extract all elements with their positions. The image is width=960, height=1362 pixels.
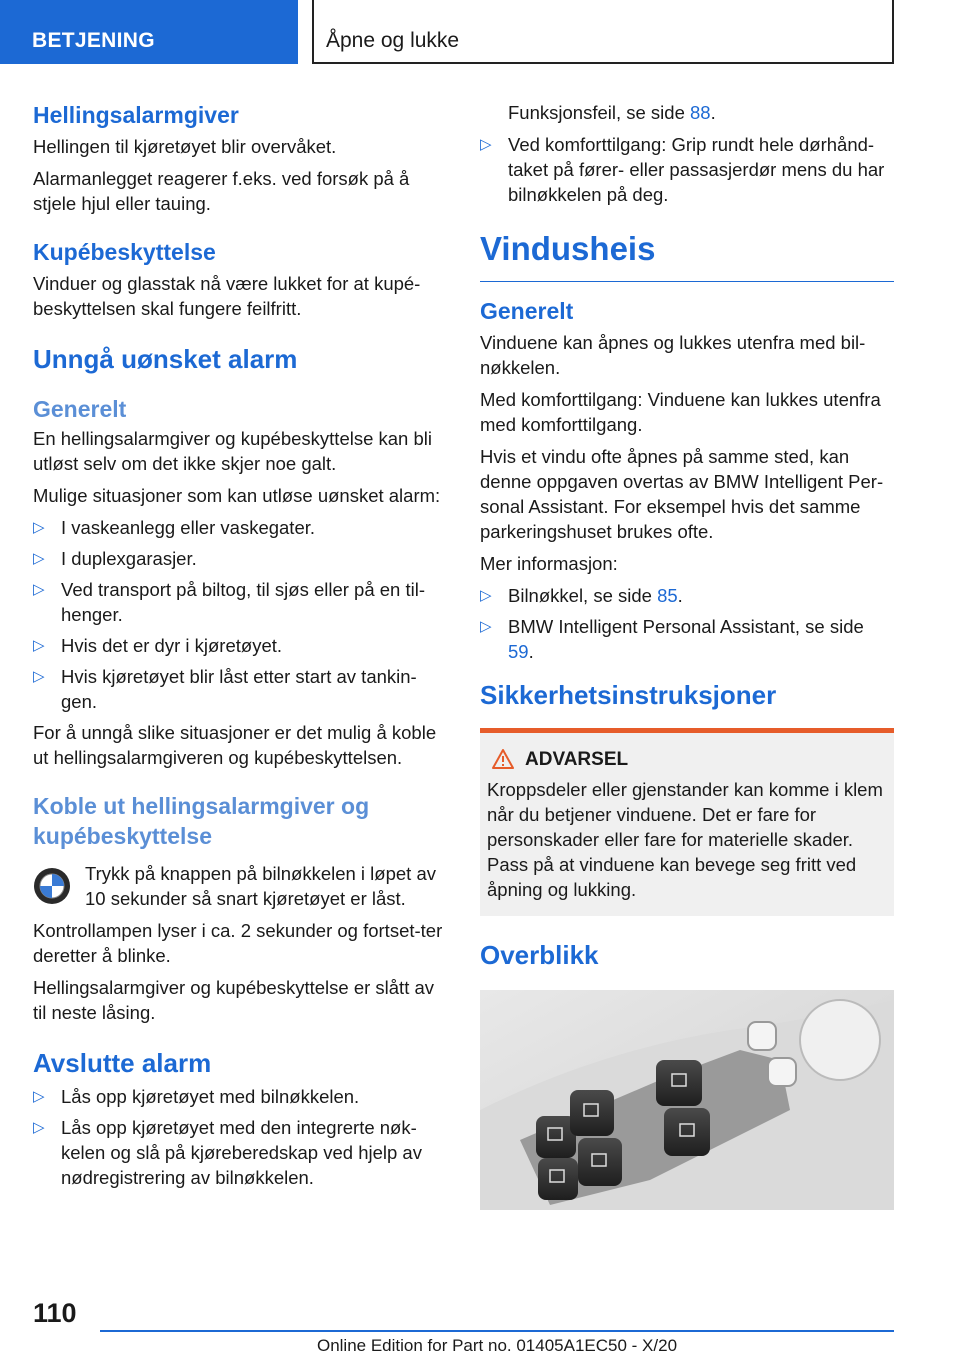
triangle-right-icon: ▷ xyxy=(33,1119,45,1136)
situations-list xyxy=(33,515,447,714)
end-alarm-list xyxy=(33,1084,447,1190)
warning-triangle-icon xyxy=(491,748,515,770)
list-item: ▷ I vaskeanlegg eller vaskegater. xyxy=(33,517,316,538)
triangle-right-icon: ▷ xyxy=(480,136,492,153)
paragraph: Vinduer og glasstak nå være lukket for at kupé-beskyttelsen skal fungere feilfritt. xyxy=(33,273,421,319)
list-item: ▷ Ved transport på biltog, til sjøs eller på en til-henger. xyxy=(33,579,426,625)
heading-safety: Sikkerhetsinstruksjoner xyxy=(480,680,777,710)
triangle-right-icon: ▷ xyxy=(33,550,45,567)
triangle-right-icon: ▷ xyxy=(33,581,45,598)
header-section-label: BETJENING xyxy=(32,29,155,52)
paragraph: Trykk på knappen på bilnøkkelen i løpet av 10 sekunder så snart kjøretøyet er låst. xyxy=(85,863,436,909)
paragraph: Hellingen til kjøretøyet blir overvåket. xyxy=(33,136,337,157)
heading-overview: Overblikk xyxy=(480,940,599,970)
list-item: ▷ Hvis det er dyr i kjøretøyet. xyxy=(33,635,283,656)
bmw-logo-icon xyxy=(33,867,71,905)
warning-box xyxy=(480,728,894,916)
info-list xyxy=(480,583,894,664)
list-item: ▷ Ved komforttilgang: Grip rundt hele dørhånd-taket på fører- eller passasjerdør mens du har bilnøkkelen på deg. xyxy=(480,134,885,205)
paragraph: For å unngå slike situasjoner er det mulig å koble ut hellingsalarmgiveren og kupébeskyttelsen. xyxy=(33,722,437,768)
comfort-list xyxy=(480,132,894,207)
list-item: ▷ BMW Intelligent Personal Assistant, se side 59. xyxy=(480,616,864,662)
header-chapter-box xyxy=(312,0,894,64)
paragraph: Vinduene kan åpnes og lukkes utenfra med bil-nøkkelen. xyxy=(480,332,866,378)
footer-divider xyxy=(100,1330,894,1332)
paragraph: Hvis et vindu ofte åpnes på samme sted, kan denne oppgaven overtas av BMW Intelligent Per-sonal Assistant. For eksempel hvis det samme parkeringshuset brukes ofte. xyxy=(480,446,884,542)
paragraph: Med komforttilgang: Vinduene kan lukkes utenfra med komforttilgang. xyxy=(480,389,881,435)
window-switch-photo xyxy=(480,990,894,1210)
heading-end-alarm: Avslutte alarm xyxy=(33,1048,212,1078)
warning-text: Kroppsdeler eller gjenstander kan komme i klem når du betjener vinduene. Det er fare for personskader eller fare for materielle skader. Pass på at vinduene kan bevege seg fritt ved åpning og lukking. xyxy=(487,779,883,900)
left-column xyxy=(33,100,447,1196)
page-link[interactable]: 88 xyxy=(690,102,711,123)
list-item: ▷ Lås opp kjøretøyet med den integrerte nøk-kelen og slå på kjøreberedskap ved hjelp av nødregistrering av bilnøkkelen. xyxy=(33,1117,422,1188)
list-item: ▷ Bilnøkkel, se side 85. xyxy=(480,585,683,606)
heading-general: Generelt xyxy=(480,298,574,324)
list-item-continuation: Funksjonsfeil, se side 88. xyxy=(508,102,716,123)
header-section-tab xyxy=(0,0,298,64)
page-number: 110 xyxy=(33,1298,77,1328)
paragraph: Alarmanlegget reagerer f.eks. ved forsøk på å stjele hjul eller tauing. xyxy=(33,168,410,214)
list-item: ▷ Hvis kjøretøyet blir låst etter start av tankin-gen. xyxy=(33,666,417,712)
triangle-right-icon: ▷ xyxy=(33,668,45,685)
paragraph: Mer informasjon: xyxy=(480,553,618,574)
paragraph: Kontrollampen lyser i ca. 2 sekunder og fortset-ter deretter å blinke. xyxy=(33,920,443,966)
page-link[interactable]: 85 xyxy=(657,585,678,606)
header-chapter-label: Åpne og lukke xyxy=(326,29,460,52)
paragraph: En hellingsalarmgiver og kupébeskyttelse kan bli utløst selv om det ikke skjer noe galt. xyxy=(33,428,432,474)
heading-disconnect: Koble ut hellingsalarmgiver og kupébeskyttelse xyxy=(33,793,370,849)
key-button-instruction xyxy=(33,861,447,911)
heading-windows: Vindusheis xyxy=(480,227,894,282)
paragraph: Mulige situasjoner som kan utløse uønsket alarm: xyxy=(33,485,441,506)
triangle-right-icon: ▷ xyxy=(480,618,492,635)
triangle-right-icon: ▷ xyxy=(33,637,45,654)
triangle-right-icon: ▷ xyxy=(480,587,492,604)
heading-interior-protection: Kupébeskyttelse xyxy=(33,239,216,265)
warning-title: ADVARSEL xyxy=(487,747,887,773)
list-item: ▷ I duplexgarasjer. xyxy=(33,548,197,569)
right-column xyxy=(480,100,894,1210)
list-item: ▷ Lås opp kjøretøyet med bilnøkkelen. xyxy=(33,1086,360,1107)
heading-avoid-alarm: Unngå uønsket alarm xyxy=(33,344,298,374)
triangle-right-icon: ▷ xyxy=(33,1088,45,1105)
heading-tilt-alarm: Hellingsalarmgiver xyxy=(33,102,239,128)
triangle-right-icon: ▷ xyxy=(33,519,45,536)
page-link[interactable]: 59 xyxy=(508,641,529,662)
heading-general: Generelt xyxy=(33,396,127,422)
footer-edition: Online Edition for Part no. 01405A1EC50 - X/20 xyxy=(316,1336,678,1355)
paragraph: Hellingsalarmgiver og kupébeskyttelse er slått av til neste låsing. xyxy=(33,977,435,1023)
